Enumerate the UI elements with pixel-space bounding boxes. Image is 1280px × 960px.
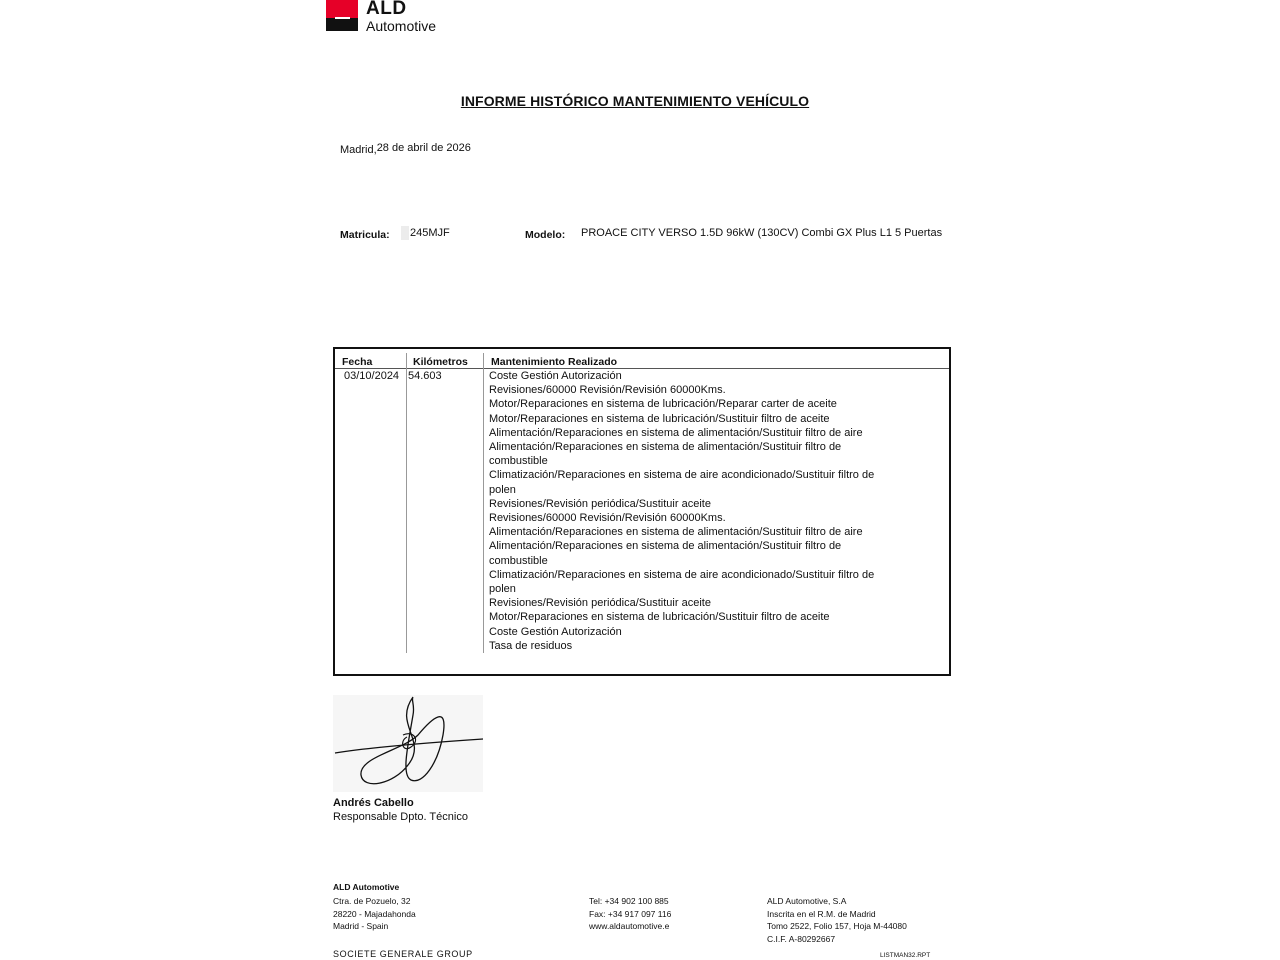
maintenance-line: polen <box>489 483 516 496</box>
maintenance-line: Alimentación/Reparaciones en sistema de alimentación/Sustituir filtro de aire <box>489 426 863 439</box>
maintenance-line: combustible <box>489 554 548 567</box>
plate-mask <box>401 226 409 240</box>
footer-address <box>333 895 416 933</box>
footer-phone: Tel: +34 902 100 885 <box>589 896 669 906</box>
report-date <box>340 142 471 154</box>
footer-company: ALD Automotive <box>333 882 400 892</box>
maintenance-line: Motor/Reparaciones en sistema de lubricación/Sustituir filtro de aceite <box>489 611 830 624</box>
footer-address-line: 28220 - Majadahonda <box>333 908 416 919</box>
report-title: INFORME HISTÓRICO MANTENIMIENTO VEHÍCULO <box>460 93 810 109</box>
maintenance-line: Motor/Reparaciones en sistema de lubricación/Sustituir filtro de aceite <box>489 412 830 425</box>
maintenance-line: Revisiones/Revisión periódica/Sustituir aceite <box>489 597 711 610</box>
maintenance-line: Climatización/Reparaciones en sistema de aire acondicionado/Sustituir filtro de <box>489 568 875 581</box>
header-kilometros: Kilómetros <box>413 356 468 368</box>
maintenance-line: Alimentación/Reparaciones en sistema de alimentación/Sustituir filtro de <box>489 540 842 553</box>
footer-address-line: Madrid - Spain <box>333 921 389 931</box>
footer-legal-line: Inscrita en el R.M. de Madrid <box>767 908 876 919</box>
header-fecha: Fecha <box>342 356 373 368</box>
matricula-value: 245MJF <box>410 227 450 239</box>
row-maintenance-list <box>489 369 889 653</box>
maintenance-table <box>333 347 951 676</box>
maintenance-line: Revisiones/Revisión periódica/Sustituir aceite <box>489 497 711 510</box>
signer-name: Andrés Cabello <box>333 797 414 809</box>
column-divider <box>483 353 484 653</box>
maintenance-line: Tasa de residuos <box>489 639 573 652</box>
row-fecha: 03/10/2024 <box>344 370 400 382</box>
footer-legal-line: Tomo 2522, Folio 157, Hoja M-44080 <box>767 921 907 931</box>
group-name: SOCIETE GENERALE GROUP <box>333 949 473 959</box>
logo-mark-icon <box>326 0 358 31</box>
footer-legal-line: ALD Automotive, S.A <box>767 896 847 906</box>
matricula-label: Matricula: <box>340 229 390 241</box>
row-km: 54.603 <box>408 370 442 382</box>
footer-contact <box>589 895 671 933</box>
maintenance-line: Revisiones/60000 Revisión/Revisión 60000Kms. <box>489 512 726 525</box>
maintenance-line: Alimentación/Reparaciones en sistema de alimentación/Sustituir filtro de aire <box>489 526 863 539</box>
maintenance-line: Coste Gestión Autorización <box>489 625 622 638</box>
footer-fax: Fax: +34 917 097 116 <box>589 908 672 919</box>
footer-address-line: Ctra. de Pozuelo, 32 <box>333 896 411 906</box>
signature-image <box>333 695 483 792</box>
maintenance-line: combustible <box>489 455 548 468</box>
column-divider <box>406 353 407 653</box>
footer-legal <box>767 895 907 945</box>
maintenance-line: Revisiones/60000 Revisión/Revisión 60000Kms. <box>489 384 726 397</box>
signer-role: Responsable Dpto. Técnico <box>333 811 468 823</box>
signature-scribble-icon <box>333 695 483 792</box>
report-code: LISTMAN32.RPT <box>880 952 931 959</box>
footer-website: www.aldautomotive.e <box>589 921 670 931</box>
logo-subtitle: Automotive <box>366 18 437 34</box>
maintenance-line: polen <box>489 583 516 596</box>
maintenance-line: Climatización/Reparaciones en sistema de aire acondicionado/Sustituir filtro de <box>489 469 875 482</box>
logo-name: ALD <box>366 0 407 19</box>
modelo-label: Modelo: <box>525 229 566 241</box>
maintenance-line: Alimentación/Reparaciones en sistema de alimentación/Sustituir filtro de <box>489 441 842 454</box>
footer-legal-line: C.I.F. A-80292667 <box>767 933 836 944</box>
date-place: Madrid, <box>340 144 377 156</box>
header-mantenimiento: Mantenimiento Realizado <box>491 356 618 368</box>
modelo-value: PROACE CITY VERSO 1.5D 96kW (130CV) Combi GX Plus L1 5 Puertas <box>581 227 943 239</box>
maintenance-line: Motor/Reparaciones en sistema de lubricación/Reparar carter de aceite <box>489 398 837 411</box>
maintenance-line: Coste Gestión Autorización <box>489 370 622 382</box>
date-value: 28 de abril de 2026 <box>376 142 471 154</box>
